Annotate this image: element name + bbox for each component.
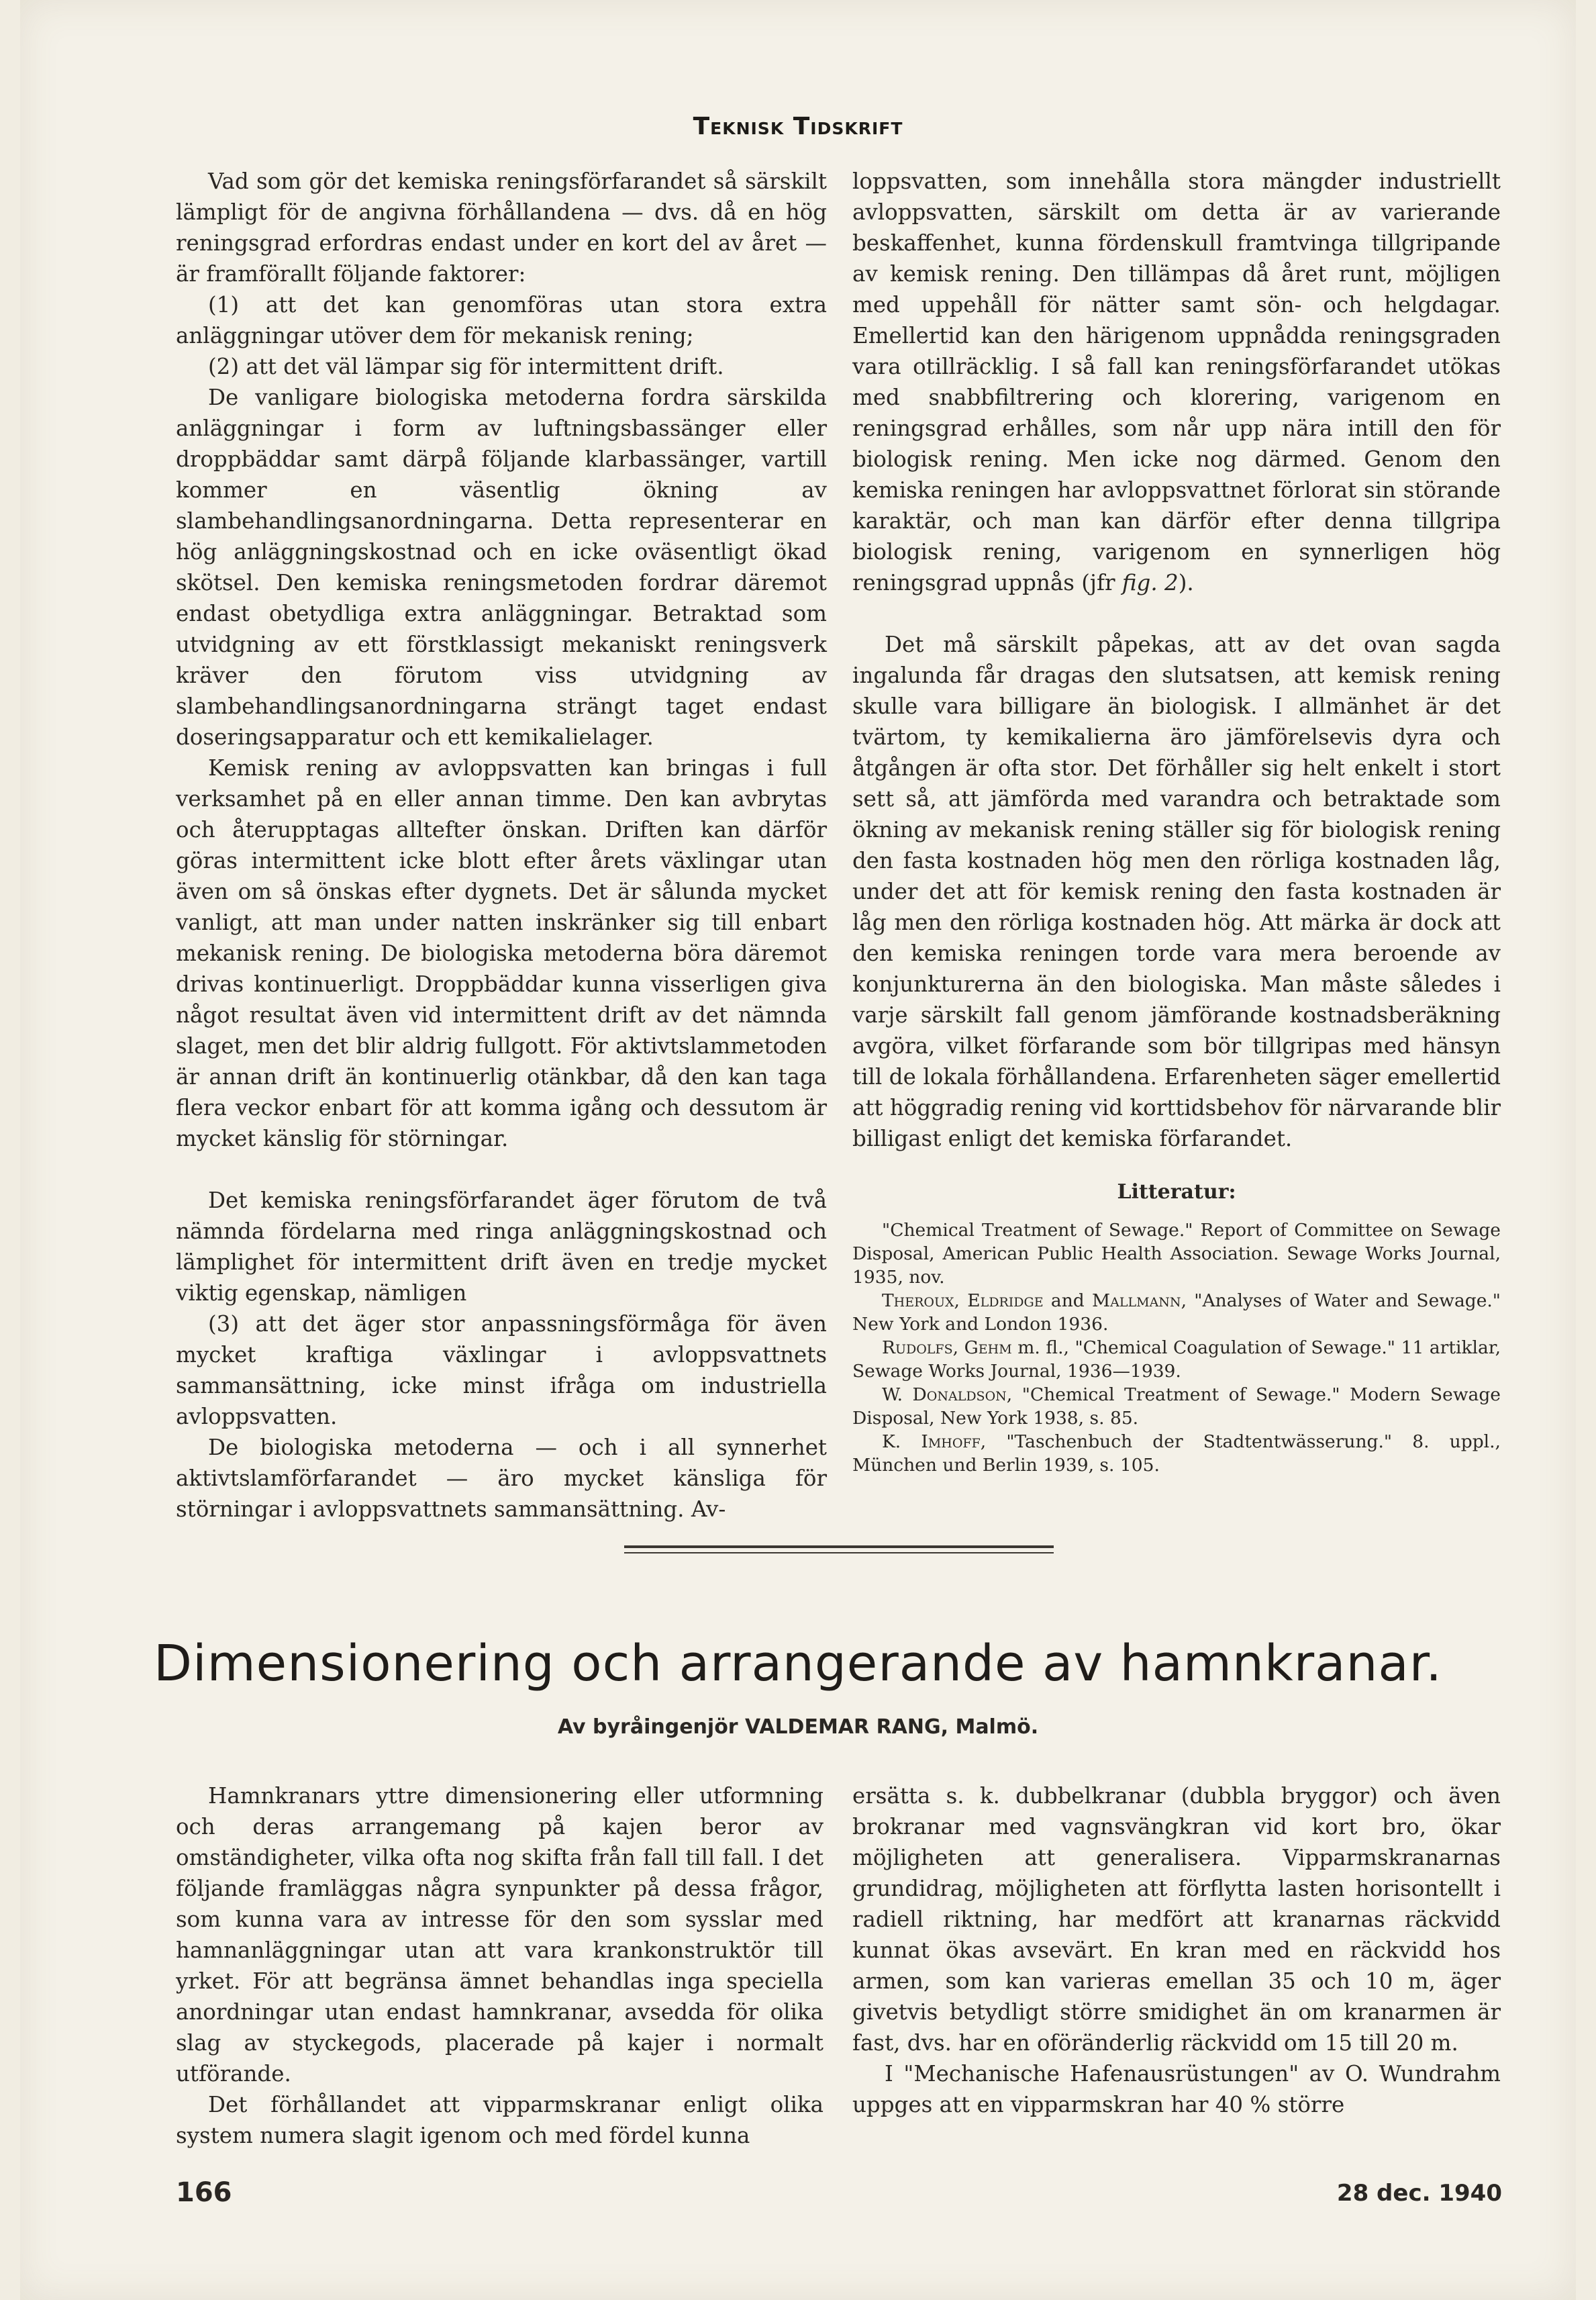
paragraph: Hamnkranars yttre dimensionering eller utformning och deras arrangemang på kajen beror av omständigheter, vilka ofta nog skifta från fall till fall. I det följande framläggas några synpunkter på dessa frågor, som kunna vara av intresse för den som sysslar med hamnanläggningar utan att vara krankonstruktör till yrket. För att begränsa ämnet behandlas inga speciella anordningar utan endast hamnkranar, avsedda för olika slag av styckegods, placerade på kajer i normalt utförande. <box>176 1783 824 2087</box>
reference-text: and <box>1043 1290 1093 1311</box>
reference-item <box>852 1289 1501 1336</box>
paragraph: Vad som gör det kemiska reningsförfarandet så särskilt lämpligt för de angivna förhållandena — dvs. då en hög reningsgrad erfordras endast under en kort del av året — är framförallt följande faktorer: <box>176 169 827 287</box>
figure-reference: fig. 2 <box>1121 570 1179 595</box>
list-item: (3) att det äger stor anpassningsförmåga för även mycket kraftiga växlingar i avloppsvattnets sammansättning, icke minst ifråga om industriella avloppsvatten. <box>176 1311 827 1429</box>
literature-list <box>852 1218 1501 1477</box>
paragraph: ersätta s. k. dubbelkranar (dubbla bryggor) och även brokranar med vagnsvängkran vid kort bro, ökar möjligheten att generalisera. Vipparmskranarnas grundidrag, möjligheten att förflytta lasten horisontellt i radiell riktning, har medfört att kranarnas räckvidd kunnat ökas avsevärt. En kran med en räckvidd hos armen, som kan varieras emellan 35 och 10 m, äger givetvis betydligt större smidighet än om kranarmen är fast, dvs. har en oföränderlig räckvidd om 15 till 20 m. <box>852 1783 1501 2056</box>
reference-text: "Chemical Treatment of Sewage." Report of Committee on Sewage Disposal, American Public Health Association. Sewage Works Journal, 1935, nov. <box>852 1220 1501 1288</box>
issue-date: 28 dec. 1940 <box>1336 2180 1502 2207</box>
paragraph: De vanligare biologiska metoderna fordra särskilda anläggningar i form av luftningsbassänger eller droppbäddar samt därpå följande klarbassänger, vartill kommer en väsentlig ökning av slambehandlingsanordningarna. Detta representerar en hög anläggningskostnad och en icke oväsentligt ökad skötsel. Den kemiska reningsmetoden fordrar däremot endast obetydliga extra anläggningar. Betraktad som utvidgning av ett förstklassigt mekaniskt reningsverk kräver den förutom viss utvidgning av slambehandlingsanordningarna strängt taget endast doseringsapparatur och ett kemikalielager. <box>176 385 827 750</box>
section-divider-bottom <box>624 1552 1054 1553</box>
upper-left-column <box>176 166 827 1525</box>
reference-authors: Theroux, Eldridge <box>882 1290 1044 1311</box>
reference-text: m. fl., "Chemical Coagulation of Sewage." 11 artiklar, Sewage Works Journal, 1936—1939. <box>852 1337 1501 1382</box>
reference-item <box>852 1383 1501 1430</box>
reference-authors: K. Imhoff <box>882 1431 981 1452</box>
article-byline: Av byråingenjör VALDEMAR RANG, Malmö. <box>557 1715 1039 1739</box>
reference-authors: W. Donaldson <box>882 1384 1007 1405</box>
reference-item <box>852 1336 1501 1383</box>
reference-text: , "Analyses of Water and Sewage." New York and London 1936. <box>852 1290 1501 1335</box>
paragraph: De biologiska metoderna — och i all synnerhet aktivtslamförfarandet — äro mycket känsliga för störningar i avloppsvattnets sammansättning. Av- <box>176 1435 827 1522</box>
upper-right-column <box>852 166 1501 1477</box>
reference-item <box>852 1218 1501 1289</box>
list-item: (2) att det väl lämpar sig för intermittent drift. <box>208 354 724 379</box>
paragraph-text: loppsvatten, som innehålla stora mängder industriellt avloppsvatten, särskilt om detta är av varierande beskaffenhet, kunna fördenskull framtvinga tillgripande av kemisk rening. Den tillämpas då året runt, möjligen med uppehåll för nätter samt sön- och helgdagar. Emellertid kan den härigenom uppnådda reningsgraden vara otillräcklig. I så fall kan reningsförfarandet utökas med snabbfiltrering och klorering, varigenom en reningsgrad erhålles, som når upp nära intill den för biologisk rening. Men icke nog därmed. Genom den kemiska reningen har avloppsvattnet förlorat sin störande karaktär, och man kan därför efter denna tillgripa biologisk rening, varigenom en synnerligen hög reningsgrad uppnås (jfr <box>852 169 1501 595</box>
journal-masthead: Teknisk Tidskrift <box>693 113 903 140</box>
page-number: 166 <box>176 2177 232 2208</box>
reference-item <box>852 1430 1501 1477</box>
reference-text: , "Chemical Treatment of Sewage." Modern Sewage Disposal, New York 1938, s. 85. <box>852 1384 1501 1429</box>
literature-heading: Litteratur: <box>1117 1180 1236 1204</box>
article-title: Dimensionering och arrangerande av hamnkranar. <box>154 1635 1442 1692</box>
paragraph <box>852 166 1501 598</box>
reference-authors: Mallmann <box>1092 1290 1181 1311</box>
list-item: (1) att det kan genomföras utan stora extra anläggningar utöver dem för mekanisk rening; <box>176 292 827 348</box>
paragraph: Det må särskilt påpekas, att av det ovan sagda ingalunda får dragas den slutsatsen, att kemisk rening skulle vara billigare än biologisk. I allmänhet är det tvärtom, ty kemikalierna äro jämförelsevis dyra och åtgången är ofta stor. Det förhåller sig helt enkelt i stort sett så, att jämförda med varandra och betraktade som ökning av mekanisk rening ställer sig för biologisk rening den fasta kostnaden hög men den rörliga kostnaden låg, under det att för kemisk rening den fasta kostnaden är låg men den rörliga kostnaden hög. Att märka är dock att den kemiska reningen torde vara mera beroende av konjunkturerna än den biologiska. Man måste således i varje särskilt fall genom jämförande kostnadsberäkning avgöra, vilket förfarande som bör tillgripas med hänsyn till de lokala förhållandena. Erfarenheten säger emellertid att höggradig rening vid korttidsbehov för närvarande blir billigast enligt det kemiska förfarandet. <box>852 632 1501 1151</box>
paragraph-text-end: ). <box>1178 570 1194 595</box>
reference-authors: Rudolfs, Gehm <box>882 1337 1012 1358</box>
paragraph: Kemisk rening av avloppsvatten kan bringas i full verksamhet på en eller annan timme. Den kan avbrytas och återupptagas alltefter önskan. Driften kan därför göras intermittent icke blott efter årets växlingar utan även om så önskas efter dygnets. Det är sålunda mycket vanligt, att man under natten inskränker sig till enbart mekanisk rening. De biologiska metoderna böra däremot drivas kontinuerligt. Droppbäddar kunna visserligen giva något resultat även vid intermittent drift av det nämnda slaget, men det blir aldrig fullgott. För aktivtslammetoden är annan drift än kontinuerlig otänkbar, då den kan taga flera veckor enbart för att komma igång och dessutom är mycket känslig för störningar. <box>176 755 827 1151</box>
lower-left-column <box>176 1780 824 2151</box>
lower-right-column <box>852 1780 1501 2120</box>
paragraph: I "Mechanische Hafenausrüstungen" av O. Wundrahm uppges att en vipparmskran har 40 % större <box>852 2061 1501 2117</box>
section-divider-top <box>624 1545 1054 1548</box>
paragraph: Det kemiska reningsförfarandet äger förutom de två nämnda fördelarna med ringa anläggningskostnad och lämplighet för intermittent drift även en tredje mycket viktig egenskap, nämligen <box>176 1188 827 1306</box>
reference-text: , "Taschenbuch der Stadtentwässerung." 8. uppl., München und Berlin 1939, s. 105. <box>852 1431 1501 1476</box>
paragraph: Det förhållandet att vipparmskranar enligt olika system numera slagit igenom och med fördel kunna <box>176 2092 824 2148</box>
